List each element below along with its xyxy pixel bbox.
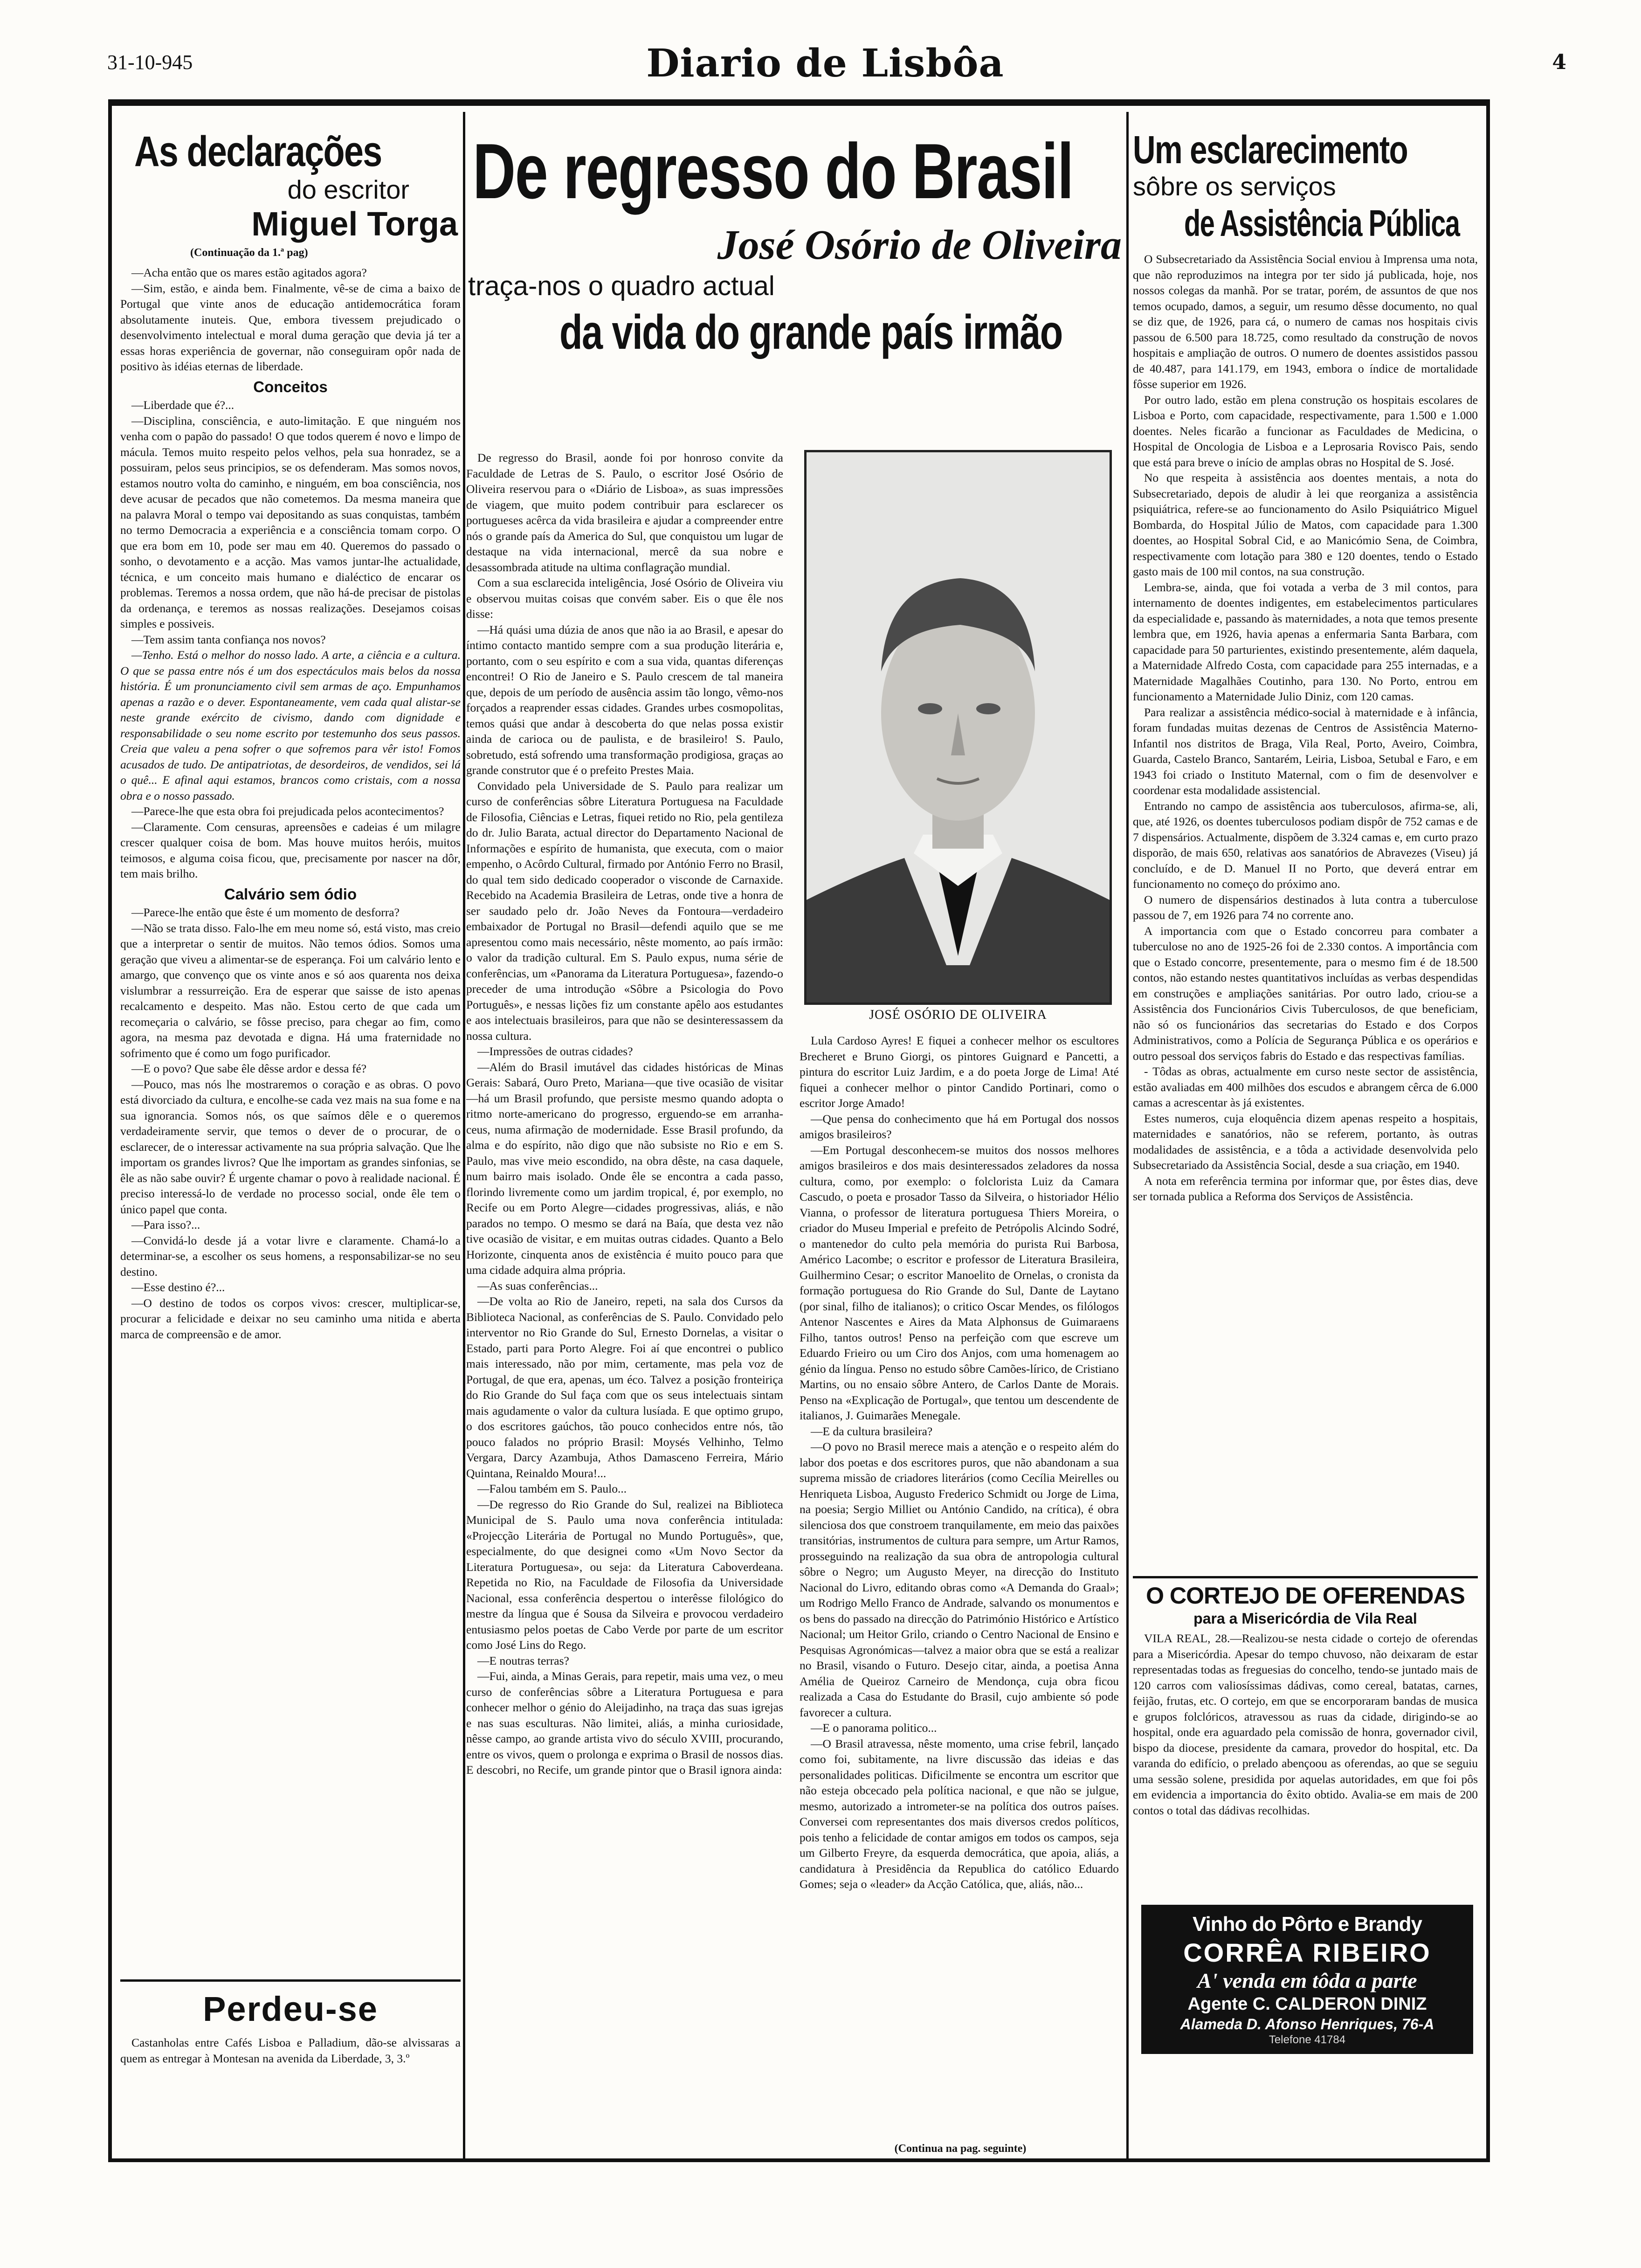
- paragraph: —Convidá-lo desde já a votar livre e claramente. Chamá-lo a determinar-se, a escolher os seus homens, a responsabilizar-se no seu destino.: [120, 1233, 461, 1279]
- column-rule-left: [463, 112, 465, 2159]
- subheadline-2: da vida do grande país irmão: [559, 305, 1062, 360]
- article-body: [800, 1033, 1119, 1892]
- newspaper-masthead: Diario de Lisbôa: [646, 41, 1004, 86]
- paragraph: A importancia com que o Estado concorreu para combater a tuberculose no ano de 1925-26 foi de 2.330 contos. A importância com que o Estado concorre, presentemente, para o mesmo fim é de 18.500 contos, não estando nestes quantitativos incluídas as verbas despendidas em construções e ampliações sanitárias. Por outro lado, criou-se a Assistência dos Funcionários Civis Tuberculosos, de que beneficiam, não só os funcionários das secretarias do Estado e dos Corpos Administrativos, como a Polícia de Segurança Pública e os operários e outro pessoal dos serviços fabris do Estado e das respectivas famílias.: [1133, 924, 1478, 1063]
- paragraph: —Parece-lhe que esta obra foi prejudicada pelos acontecimentos?: [131, 804, 444, 818]
- main-headline: De regresso do Brasil: [473, 128, 1073, 215]
- paragraph: —Claramente. Com censuras, apreensões e cadeias é um milagre crescer qualquer coisa de bom. Mas houve muitos heróis, muitos teimosos, e alguma coisa ficou, que, precisamente por nascer na dôr, tem mais brilho.: [120, 820, 461, 880]
- ad-line-6: Telefone 41784: [1269, 2033, 1346, 2046]
- paragraph: —Além do Brasil imutável das cidades históricas de Minas Gerais: Sabará, Ouro Preto, Mariana—que tive ocasião de visitar—há um Brasil profundo, que persiste mesmo quando adopta o ritmo norte-americano do progresso, erguendo-se em arranha-ceus, numa afirmação de modernidade. Esse Brasil profundo, da alma e do espírito, não digo que não subsiste no Rio e em S. Paulo, mas vive meio escondido, na obra dêste, na casa daquele, num bairro mais isolado. Onde êle se encontra a cada passo, florindo livremente como um jardim tropical, é, por exemplo, no Recife ou em Porto Alegre—cidades progressivas, aliás, e não parados no tempo. O mesmo se dará na Baía, que desta vez não tive ocasião de visitar, e em muitas outras cidades. Quanto a Belo Horizonte, cinquenta anos de existência é muito pouco para que uma cidade adquira alma própria.: [466, 1060, 783, 1277]
- article-body: [466, 450, 783, 1778]
- paragraph: No que respeita à assistência aos doentes mentais, a nota do Subsecretariado, depois de aludir à lei que reorganiza a assistência psiquiátrica, refere-se ao funcionamento do Asilo Psiquiátrico Miguel Bombarda, do Hospital Júlio de Matos, com capacidade para 1.300 doentes, ao Hospital Sobral Cid, e ao Manicómio Sena, de Coimbra, respectivamente com lotação para 380 e 120 doentes, tendo o Estado gasto mais de 100 mil contos, na sua construção.: [1133, 471, 1478, 578]
- page-header: [75, 36, 1576, 92]
- lost-notice-title: Perdeu-se: [203, 1990, 378, 2028]
- paragraph: —Disciplina, consciência, e auto-limitação. E que ninguém nos venha com o papão do passado! O que todos querem é novo e limpo de mácula. Temos muito respeito pelos velhos, pela sua honradez, se a possuiram, pelos seus principios, se os defenderam. Mas somos novos, estamos noutro volta do caminho, e ninguém, em boa consciência, nos deve acusar de pecados que não cometemos. Da mesma maneira que na palavra Moral o tempo vai depositando as suas conquistas, também no termo Democracia a experiência e a consciência tomam corpo. O que era bom em 10, pode ser mau em 40. Queremos do passado o sonho, o devotamento e a acção. Mas vamos juntar-lhe actualidade, técnica, e um conceito mais humano e dialéctico de encarar os problemas. Teremos a nossa ordem, que não há-de precisar de pistolas da ordenança, e teremos as nossas realizações. Desejamos coisas simples e possiveis.: [120, 414, 461, 630]
- paragraph: —O povo no Brasil merece mais a atenção e o respeito além do labor dos poetas e dos escritores puros, que não abandonam a sua suprema missão de criadores literários (como Cecília Meirelles ou Henriqueta Lisboa, Augusto Frederico Schmidt ou Jorge de Lima, na poesia; Sergio Milliet ou António Candido, na crítica), é obra silenciosa dos que constroem tranquilamente, em meio das paixões transitórias, instrumentos de cultura para sempre, um Artur Ramos, prosseguindo na realização da sua obra de antropologia cultural sôbre o Negro; um Augusto Meyer, na direcção do Instituto Nacional do Livro, editando obras como «A Demanda do Graal»; um Rodrigo Mello Franco de Andrade, salvando os monumentos e os bens do passado na direcção do Património Histórico e Artístico Nacional; um Heitor Grilo, criando o Centro Nacional de Ensino e Pesquisas Agronómicas—talvez a maior obra que se está a realizar no Brasil, visando o Futuro. Desejo citar, ainda, a poetisa Anna Amélia de Queiroz Carneiro de Mendonça, cuja obra ficou realizada a Casa do Estudante do Brasil, cujo ambiente só pode favorecer a cultura.: [800, 1440, 1119, 1719]
- paragraph: A nota em referência termina por informar que, por êstes dias, deve ser tornada publica a Reforma dos Serviços de Assistência.: [1133, 1174, 1478, 1203]
- ad-line-5: Alameda D. Afonso Henriques, 76-A: [1180, 2016, 1434, 2033]
- paragraph: —Não se trata disso. Falo-lhe em meu nome só, está visto, mas creio que a interpretar o sentir de muitos. Não temos ódios. Somos uma geração que viveu a alimentar-se de esperança. Foi um calvário lento e amargo, que convenço que os vinte anos e só aos quarenta nos deixa vislumbrar a ressurreição. Era de esperar que saisse de isto apenas recalcamento e despeito. Mas não. Estou certo de que cada um recomeçaria o calvário, se fôsse preciso, para chegar ao fim, como agora, na mesma paz devotada e digna. Há uma fraternidade no sofrimento que é como um fogo purificador.: [120, 921, 461, 1060]
- center-column-1: [466, 450, 783, 2157]
- paragraph: —Parece-lhe então que êste é um momento de desforra?: [131, 906, 400, 919]
- paragraph: —E da cultura brasileira?: [811, 1424, 933, 1438]
- paragraph: O Subsecretariado da Assistência Social enviou à Imprensa uma nota, que não reproduzimos na integra por ter sido já publicada, hoje, nos nossos colegas da manhã. Por se tratar, porém, de assuntos de que nos temos ocupado, damos, a seguir, um resumo dêsse documento, no qual se diz que, de 1926, para cá, o numero de camas nos hospitais civis passou de 6.500 para 18.725, como resultado da construção de novos hospitais e ampliação de outros. O numero de doentes assistidos passou de 40.487, para 141.179, em 1943, embora o índice de mortalidade fôsse superior em 1926.: [1133, 252, 1478, 391]
- paragraph: —O Brasil atravessa, nêste momento, uma crise febril, lançado como foi, subitamente, na livre discussão das ideias e das personalidades politicas. Dificilmente se encontra um escritor que não esteja obcecado pela política nacional, e que não se julgue, mesmo, autorizado a intrometer-se na política dos outros países. Conversei com representantes dos mais diversos credos políticos, pois tenho a felicidade de contar amigos em todos os campos, seja um Gilberto Freyre, da esquerda democrática, que apoia, aliás, a candidatura à Presidência da Republica do católico Eduardo Gomes; seja o «leader» da Acção Católica, que, aliás, não...: [800, 1736, 1119, 1891]
- article-body-wrap: [1133, 251, 1478, 1650]
- paragraph: —Acha então que os mares estão agitados agora?: [131, 266, 367, 279]
- ad-brand: CORRÊA RIBEIRO: [1183, 1938, 1431, 1967]
- issue-date: 31-10-945: [107, 51, 193, 74]
- paragraph: —Em Portugal desconhecem-se muitos dos nossos melhores amigos brasileiros e dos mais desinteressados zeladores da nossa cultura, como, por exemplo: o folclorista Luiz da Camara Cascudo, o poeta e prosador Tasso da Silveira, o historiador Hélio Vianna, o professor de literatura portuguesa Thiers Moreira, o criador do Museu Imperial e prefeito de Petrópolis Alcindo Sodré, o mantenedor do culto pela memória do purista Rui Barbosa, Américo Lacombe; o escritor e professor de Literatura Brasileira, Guilhermino Cesar; o escritor Manoelito de Ornelas, o cronista da formação portuguesa do Rio Grande do Sul, Dante de Laytano (por sinal, filho de italianos); o critico Oscar Mendes, os filólogos Antenor Nascentes e Aires da Mata Alphonsus de Guimaraens Filho, tantos outros! Penso na perfeição com que escreve um Eduardo Frieiro ou um Ciro dos Anjos, com uma homenagem ao génio da língua. Penso no estudo sôbre Camões-lírico, de Cristiano Martins, ou no ensaio sôbre Antero, de Carlos Dante de Morais. Penso na «Explicação de Portugal», que tentou um descendente de italianos, J. Guimarães Menegale.: [800, 1143, 1119, 1422]
- page-number: 4: [1552, 50, 1566, 74]
- paragraph: Entrando no campo de assistência aos tuberculosos, afirma-se, ali, que, até 1926, os doentes tuberculosos podiam dispôr de 752 camas e de 7 dispensários. Actualmente, dispõem de 3.324 camas e, em curto prazo disporão, de mais 650, relativas aos sanatórios de Abravezes (Viseu) já concluído, e de D. Manuel II no Porto, que deverá entrar em funcionamento no começo do próximo ano.: [1133, 799, 1478, 891]
- paragraph: —Impressões de outras cidades?: [477, 1044, 633, 1058]
- lost-notice-text: Castanholas entre Cafés Lisboa e Palladium, dão-se alvissaras a quem as entregar à Montesan na avenida da Liberdade, 3, 3.º: [120, 2036, 461, 2065]
- cortejo-text: VILA REAL, 28.—Realizou-se nesta cidade o cortejo de oferendas para a Misericórdia. Apesar do tempo chuvoso, não deixaram de estar representadas todas as freguesias do concelho, tendo-se juntado mais de 120 carros com valiosíssimas dádivas, como cereal, batatas, carnes, feijão, frutas, etc. O cortejo, em que se encorporaram bandas de musica e grupos folclóricos, atravessou as ruas da cidade, dirigindo-se ao hospital, onde era aguardado pela comissão de honra, governador civil, bispo da diocese, presidente da camara, provedor do hospital, etc. Da varanda do edifício, o prelado abençoou as oferendas, ao que se seguiu uma sessão solene, presidida por aquelas autoridades, em que foi pôs em evidencia a importancia do êxito obtido. Avalia-se em mais de 200 contos o total das dádivas recolhidas.: [1133, 1632, 1478, 1817]
- article-body: [120, 265, 461, 1342]
- paragraph: —Que pensa do conhecimento que há em Portugal dos nossos amigos brasileiros?: [800, 1112, 1119, 1141]
- paragraph: —De volta ao Rio de Janeiro, repeti, na sala dos Cursos da Biblioteca Nacional, as conferências de S. Paulo. Convidado pelo interventor no Rio Grande do Sul, Ernesto Dornelas, a visitar o Estado, parti para Porto Alegre. Foi aí que encontrei o publico mais interessado, não por mim, certamente, mas pela voz de Portugal, de que era, apenas, um éco. Talvez a posição fronteiriça do Rio Grande do Sul faça com que os seus intelectuais sintam mais agudamente o valor da cultura lusíada. E que optimo grupo, o dos escritores gaúchos, tão pouco conhecidos entre nós, tão pouco falados no próprio Brasil: Moysés Velhinho, Telmo Vergara, Darcy Azambuja, Athos Damasceno Ferreira, Mário Quintana, Reinaldo Moura!...: [466, 1294, 783, 1480]
- cortejo-subtitle: para a Misericórdia de Vila Real: [1193, 1610, 1417, 1627]
- subheading: Calvário sem ódio: [224, 885, 357, 903]
- paragraph: Por outro lado, estão em plena construção os hospitais escolares de Lisboa e Porto, com capacidade, respectivamente, para 1.500 e 1.000 doentes. Neles ficarão a funcionar as Faculdades de Medicina, o Hospital de Oncologia de Lisboa e a Leprosaria Rovisco Pais, sendo que está para breve o início de amplas obras no Hospital de S. José.: [1133, 393, 1478, 469]
- paragraph: —Sim, estão, e ainda bem. Finalmente, vê-se de cima a baixo de Portugal que vinte anos de educação antidemocrática foram absolutamente inuteis. Que, embora tivessem prejudicado o desenvolvimento intelectual e moral duma geração que devia já ter a essas horas experiência de governar, não conseguiram opôr nada de positivo às idéias eternas de liberdade.: [120, 281, 461, 373]
- center-column-2: [800, 450, 1124, 2157]
- ad-line-1: Vinho do Pôrto e Brandy: [1192, 1913, 1422, 1936]
- paragraph: —Falou também em S. Paulo...: [477, 1482, 627, 1495]
- paragraph: —E o panorama politico...: [811, 1721, 937, 1735]
- paragraph: O numero de dispensários destinados à luta contra a tuberculose passou de 7, em 1926 para 74 no corrente ano.: [1133, 892, 1478, 922]
- paragraph: —Liberdade que é?...: [131, 398, 234, 412]
- paragraph: —Pouco, mas nós lhe mostraremos o coração e as obras. O povo está divorciado da cultura, e encolhe-se cada vez mais na sua fome e na sua ignorancia. Somos nós, os que saímos dêle e o queremos verdadeiramente servir, que temos o dever de o procurar, de o esclarecer, de o interessar activamente na sua própria salvação. Que lhe importam os grandes livros? Que lhe importam as grandes sinfonias, se êle as não sabe ouvir? É urgente chamar o povo à realidade nacional. É preciso interessá-lo de verdade no processo social, onde êle tem o único papel que conta.: [120, 1077, 461, 1216]
- paragraph: Lembra-se, ainda, que foi votada a verba de 3 mil contos, para internamento de doentes indigentes, em estabelecimentos particulares da especialidade e, passando às maternidades, a nota que temos presente lembra que, em 1926, havia apenas a enfermaria Santa Barbara, com capacidade para 50 parturientes, existindo presentemente, além daquela, a Maternidade Alfredo Costa, com capacidade para 255 internadas, e a Maternidade Magalhães Coutinho, para 130. No Porto, entrou em funcionamento a Maternidade Julio Diniz, com 120 camas.: [1133, 580, 1478, 703]
- paragraph: —Há quási uma dúzia de anos que não ia ao Brasil, e apesar do íntimo contacto mantido sempre com a sua produção literária e, portanto, com o seu espírito e com a sua vida, quantas diferenças encontrei! O Rio de Janeiro e S. Paulo crescem de tal maneira que, depois de um período de ausência assim tão longo, vêmo-nos forçados a reaprender essas cidades. Grandes urbes cosmopolitas, temos quási que andar à descoberta do que nelas possa existir ainda de carioca ou de paulista, e de brasileiro! S. Paulo, sobretudo, está sofrendo uma transformação prodigiosa, graças ao grande construtor que é o prefeito Prestes Maia.: [466, 622, 783, 777]
- article-title: As declarações: [134, 128, 382, 175]
- paragraph: —O destino de todos os corpos vivos: crescer, multiplicar-se, procurar a felicidade e deixar no seu caminho uma nitida e aberta marca de compreensão e de amor.: [120, 1296, 461, 1341]
- author-name: José Osório de Oliveira: [717, 222, 1122, 268]
- article-cortejo: [1133, 1576, 1478, 1902]
- paragraph: Com a sua esclarecida inteligência, José Osório de Oliveira viu e observou muitas coisas que convém saber. Eis o que êle nos disse:: [466, 576, 783, 621]
- continued-label: (Continua na pag. seguinte): [802, 2143, 1119, 2155]
- paragraph: —Fui, ainda, a Minas Gerais, para repetir, mais uma vez, o meu curso de conferências sôbre a Literatura Portuguesa e para conhecer melhor o génio do Aleijadinho, na traça das suas igrejas e nas suas esculturas. Não limitei, aliás, a minha curiosidade, nêsse campo, ao grande artista vivo do século XVIII, procurando, entre os vivos, quem o prolonga e exprima o Brasil de nossos dias. E descobri, no Recife, um grande pintor que o Brasil ignora ainda:: [466, 1669, 783, 1777]
- ad-line-3: A' venda em tôda a parte: [1197, 1969, 1417, 1992]
- paragraph: Estes numeros, cuja eloquência dizem apenas respeito a hospitais, maternidades e sanatórios, não se referem, portanto, às outras modalidades de assistência, e a tôda a actividade desenvolvida pelo Subsecretariado da Assistência Social, desde a sua criação, em 1940.: [1133, 1111, 1478, 1172]
- divider: [120, 1979, 461, 1982]
- article-jose-osorio: [466, 128, 1124, 2157]
- ad-line-4: Agente C. CALDERON DINIZ: [1187, 1994, 1427, 2014]
- article-title: Um esclarecimento: [1133, 128, 1408, 172]
- paragraph: —As suas conferências...: [477, 1279, 598, 1293]
- article-title-sub: do escritor: [287, 175, 409, 204]
- article-title-name: Miguel Torga: [251, 206, 458, 243]
- paragraph: Lula Cardoso Ayres! E fiquei a conhecer melhor os escultores Brecheret e Bruno Giorgi, os pintores Guignard e Pancetti, a pintura do escritor Luiz Jardim, e a do poeta Jorge de Lima! Até fiquei a conhecer melhor o pintor Candido Portinari, como o escritor Jorge Amado!: [800, 1034, 1119, 1110]
- paragraph: Para realizar a assistência médico-social à maternidade e à infância, foram fundadas muitas dezenas de Centros de Assistência Materno-Infantil nos distritos de Braga, Vila Real, Porto, Aveiro, Coimbra, Guarda, Castelo Branco, Santarém, Leiria, Lisboa, Setubal e Faro, e em 1943 foi criado o Instituto Maternal, com o fim de desenvolver e coordenar esta modalidade assistencial.: [1133, 705, 1478, 797]
- paragraph: —E o povo? Que sabe êle dêsse ardor e dessa fé?: [131, 1062, 367, 1075]
- paragraph: —Para isso?...: [131, 1218, 200, 1231]
- article-title-name: de Assistência Pública: [1184, 202, 1460, 244]
- article-miguel-torga: [120, 128, 461, 2157]
- advertisement-correa-ribeiro: [1141, 1905, 1473, 2054]
- portrait-image: [807, 452, 1110, 1003]
- paragraph: —E noutras terras?: [477, 1653, 569, 1667]
- continued-from-label: (Continuação da 1.ª pag): [190, 247, 308, 259]
- article-title-sub: sôbre os serviços: [1133, 172, 1336, 201]
- paragraph: —Esse destino é?...: [131, 1280, 225, 1294]
- cortejo-title: O CORTEJO DE OFERENDAS: [1146, 1583, 1465, 1609]
- paragraph: —Tem assim tanta confiança nos novos?: [131, 632, 326, 646]
- divider: [1133, 1576, 1478, 1578]
- article-body: [1133, 251, 1478, 1204]
- paragraph: —Tenho. Está o melhor do nosso lado. A arte, a ciência e a cultura. O que se passa entre nós é um dos espectáculos mais belos da nossa história. É um pronunciamento civil sem armas de aço. Empunhamos apenas a razão e o dever. Espontaneamente, vem cada qual alistar-se neste grande exército de civismo, dando com dignidade e responsabilidade o seu nome escrito por testemunho dos seus passos. Creia que valeu a pena sofrer o que sofremos para vêr isto! Fomos acusados de tudo. De antipatriotas, de desordeiros, de vendidos, sei lá o quê... E afinal aqui estamos, brancos como cristais, com a nossa obra e o nosso passado.: [120, 648, 461, 802]
- paragraph: Convidado pela Universidade de S. Paulo para realizar um curso de conferências sôbre Literatura Portuguesa na Faculdade de Filosofia, Ciências e Letras, fiquei retido no Rio, pela gentileza do dr. Julio Barata, actual director do Departamento Nacional de Informações e espírito de humanista, que executa, com o maior empenho, o Acôrdo Cultural, firmado por António Ferro no Brasil, do qual tem sido dedicado cooperador o visconde de Carnaxide. Recebido na Academia Brasileira de Letras, onde tive a honra de ser saudado pelo dr. João Neves da Fontoura—verdadeiro embaixador de Portugal no Brasil—defendi aquilo que se me apresentou como mais necessário, nêste momento, ao país irmão: o valor da tradição cultural. Em S. Paulo expus, numa série de conferências, um «Panorama da Literatura Portuguesa», fazendo-o preceder de uma introdução «Sôbre a Psicologia do Povo Português», e nessas lições fiz um constante apêlo aos estudantes e aos intelectuais brasileiros, para que não se desinteressassem da nossa cultura.: [466, 779, 783, 1043]
- subheadline-1: traça-nos o quadro actual: [468, 271, 775, 301]
- photo-caption: JOSÉ OSÓRIO DE OLIVEIRA: [869, 1008, 1047, 1022]
- center-column-2-text: [800, 1033, 1119, 2157]
- paragraph: —De regresso do Rio Grande do Sul, realizei na Biblioteca Municipal de S. Paulo uma nova conferência intitulada: «Projecção Literária de Portugal no Mundo Português», que, especialmente, do que designei como «Um Novo Sector da Literatura Portuguesa», ou seja: da Literatura Caboverdeana. Repetida no Rio, na Faculdade de Filosofia da Universidade Nacional, essa conferência despertou o interêsse filológico do mestre da língua que é Sousa da Silveira e provocou verdadeiro entusiasmo pelos poetas de Cabo Verde por parte de um escritor como José Lins do Rego.: [466, 1497, 783, 1652]
- paragraph: De regresso do Brasil, aonde foi por honroso convite da Faculdade de Letras de S. Paulo, o escritor José Osório de Oliveira reservou para o «Diário de Lisboa», as suas impressões de viagem, que muito podem contribuir para esclarecer os portugueses acêrca da vida brasileira e ajudar a compreender entre nós o grande país da America do Sul, que conquistou um lugar de destaque na vida internacional, mercê da sua nobre e desassombrada atitude na ultima conflagração mundial.: [466, 451, 783, 574]
- portrait-photo: [804, 450, 1112, 1005]
- lost-notice: [120, 1979, 461, 2157]
- column-rule-right: [1126, 112, 1129, 2159]
- paragraph: - Tôdas as obras, actualmente em curso neste sector de assistência, estão avaliadas em 400 milhões dos escudos e abrangem cêrca de 6.000 camas a acrescentar às já existentes.: [1133, 1065, 1478, 1109]
- subheading: Conceitos: [253, 378, 328, 395]
